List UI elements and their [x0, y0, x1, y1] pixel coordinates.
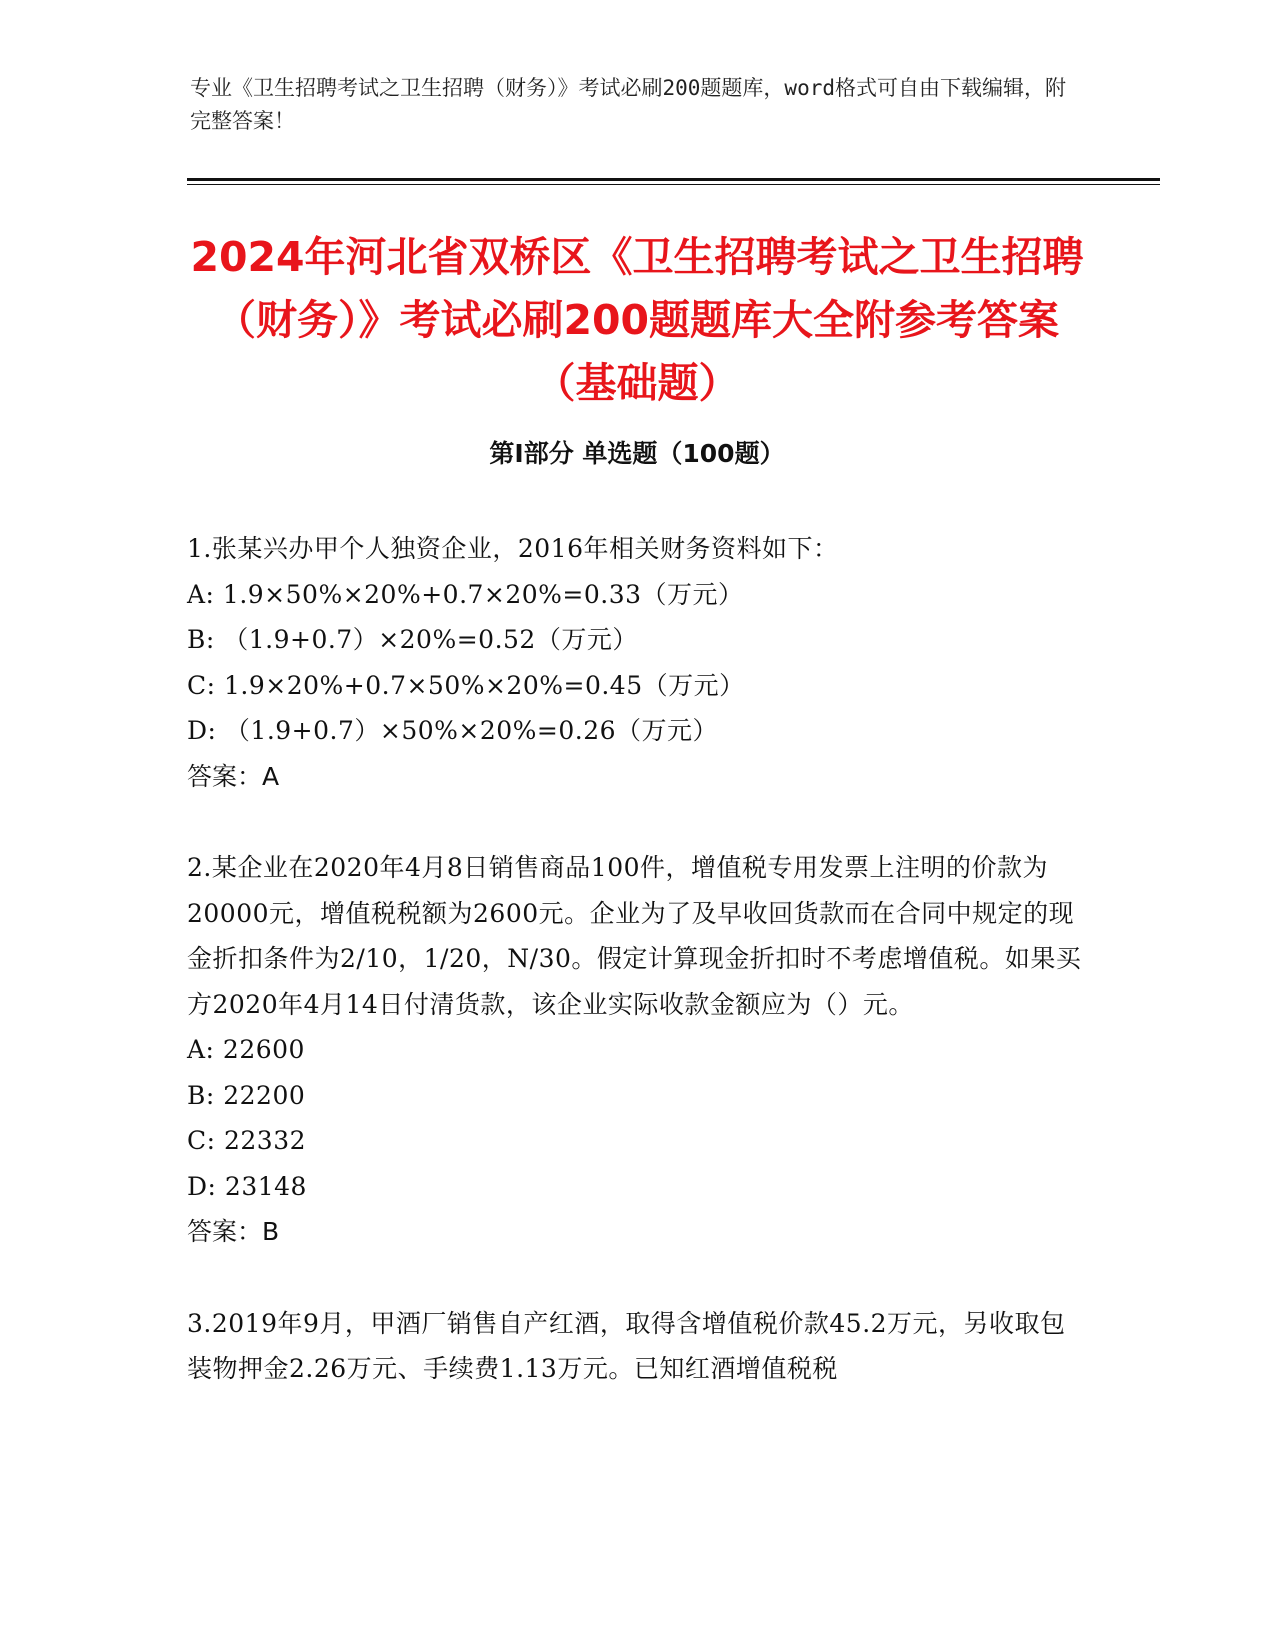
option-c: C: 1.9×20%+0.7×50%×20%=0.45（万元） [187, 670, 745, 700]
option-d: D: 23148 [187, 1171, 307, 1201]
option-b: B: （1.9+0.7）×20%=0.52（万元） [187, 625, 638, 654]
question-2 [187, 845, 1082, 1255]
option-a: A: 22600 [187, 1035, 305, 1064]
answer-line: 答案：A [187, 761, 280, 791]
option-a: A: 1.9×50%×20%+0.7×20%=0.33（万元） [187, 579, 744, 609]
document-title: 2024年河北省双桥区《卫生招聘考试之卫生招聘（财务）》考试必刷200题题库大全附参考答案（基础题） [190, 233, 1084, 407]
question-3 [187, 1301, 1082, 1392]
header-divider-thin [187, 184, 1160, 185]
question-stem: 2.某企业在2020年4月8日销售商品100件，增值税专用发票上注明的价款为20000元，增值税税额为2600元。企业为了及早收回货款而在合同中规定的现金折扣条件为2/10，1/20，N/30。假定计算现金折扣时不考虑增值税。如果买方2020年4月14日付清货款，该企业实际收款金额应为（）元。 [187, 853, 1082, 1019]
answer-line: 答案：B [187, 1217, 280, 1246]
header-divider-thick [187, 178, 1160, 181]
section-heading: 第Ⅰ部分 单选题（100题） [489, 439, 785, 468]
question-1 [187, 526, 1082, 799]
question-stem: 3.2019年9月，甲酒厂销售自产红酒，取得含增值税价款45.2万元，另收取包装物押金2.26万元、手续费1.13万元。已知红酒增值税税 [187, 1308, 1066, 1383]
option-d: D: （1.9+0.7）×50%×20%=0.26（万元） [187, 716, 719, 745]
question-stem: 1.张某兴办甲个人独资企业，2016年相关财务资料如下： [187, 534, 839, 563]
option-b: B: 22200 [187, 1080, 306, 1110]
question-list [187, 526, 1082, 1438]
option-c: C: 22332 [187, 1126, 307, 1155]
header-note: 专业《卫生招聘考试之卫生招聘（财务）》考试必刷200题题库，word格式可自由下载编辑，附完整答案！ [190, 76, 1066, 133]
